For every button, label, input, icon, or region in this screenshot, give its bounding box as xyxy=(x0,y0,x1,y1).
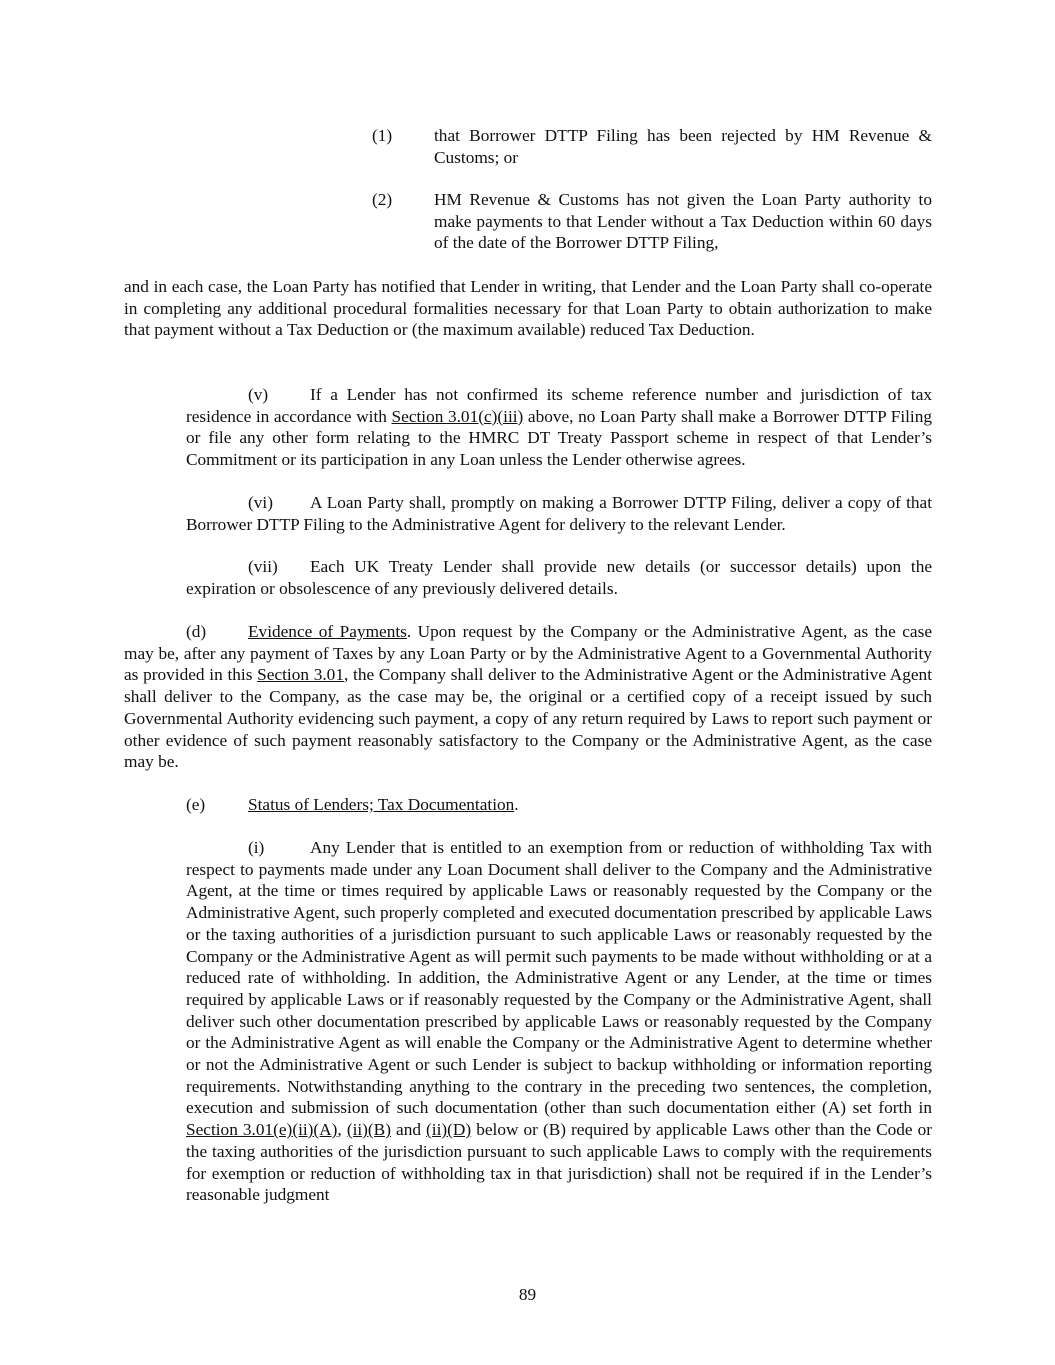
clause-d: (d) Evidence of Payments. Upon request by the Company or the Administrative Agent, as the case may be, after any payment of Taxes by any Loan Party or by the Administrative Agent to a Governmental Authority as provided in this Section 3.01, the Company shall deliver to the Administrative Agent or the Administrative Agent shall deliver to the Company, as the case may be, the original or a certified copy of a receipt issued by such Governmental Authority evidencing such payment, a copy of any return required by Laws to report such payment or other evidence of such payment reasonably satisfactory to the Company or the Administrative Agent, as the case may be. xyxy=(124,622,933,772)
clause-v: (v) If a Lender has not confirmed its scheme reference number and jurisdiction of tax residence in accordance with Section 3.01(c)(iii) above, no Loan Party shall make a Borrower DTTP Filing or file any other form relating to the HMRC DT Treaty Passport scheme in respect of that Lender’s Commitment or its participation in any Loan unless the Lender otherwise agrees. xyxy=(186,385,932,470)
clause-label: (i) xyxy=(248,838,265,857)
clause-vi: (vi) A Loan Party shall, promptly on making a Borrower DTTP Filing, deliver a copy of that Borrower DTTP Filing to the Administrative Agent for delivery to the relevant Lender. xyxy=(186,493,932,534)
clause-e: (e) Status of Lenders; Tax Documentation. xyxy=(186,795,519,814)
clause-label: (d) xyxy=(186,622,207,641)
clause-label: (vii) xyxy=(248,557,278,576)
clause-label: (vi) xyxy=(248,493,273,512)
clause-e-i: (i) Any Lender that is entitled to an exemption from or reduction of withholding Tax with respect to payments made under any Loan Document shall deliver to the Company and the Administrative Agent, at the time or times required by applicable Laws or reasonably requested by the Company or the Administrative Agent, such properly completed and executed documentation prescribed by applicable Laws or the taxing authorities of a jurisdiction pursuant to such applicable Laws or reasonably requested by the Company or the Administrative Agent as will permit such payments to be made without withholding or at a reduced rate of withholding. In addition, the Administrative Agent or any Lender, at the time or times required by applicable Laws or if reasonably requested by the Company or the Administrative Agent, shall deliver such other documentation prescribed by applicable Laws or reasonably requested by the Company or the Administrative Agent as will enable the Company or the Administrative Agent to determine whether or not the Administrative Agent or such Lender is subject to backup withholding or information reporting requirements. Notwithstanding anything to the contrary in the preceding two sentences, the completion, execution and submission of such documentation (other than such documentation either (A) set forth in Section 3.01(e)(ii)(A), (ii)(B) and (ii)(D) below or (B) required by applicable Laws other than the Code or the taxing authorities of the jurisdiction pursuant to such applicable Laws to comply with the requirements for exemption or reduction of withholding tax in that jurisdiction) shall not be required if in the Lender’s reasonable judgment xyxy=(186,838,933,1205)
section-reference: (ii)(B) xyxy=(346,1120,391,1140)
list-item-text: HM Revenue & Customs has not given the Loan Party authority to make payments to that Lender without a Tax Deduction within 60 days of the date of the Borrower DTTP Filing, xyxy=(434,190,932,253)
continuation-paragraph: and in each case, the Loan Party has notified that Lender in writing, that Lender and the Loan Party shall co-operate in completing any additional procedural formalities necessary for that Loan Party to obtain authorization to make that payment without a Tax Deduction or (the maximum available) reduced Tax Deduction. xyxy=(124,277,932,340)
page-number: 89 xyxy=(518,1285,537,1304)
clause-vii: (vii) Each UK Treaty Lender shall provide new details (or successor details) upon the expiration or obsolescence of any previously delivered details. xyxy=(186,557,932,598)
clause-label: (v) xyxy=(248,385,269,404)
section-reference: Section 3.01(c)(iii) xyxy=(391,406,524,426)
section-reference: Section 3.01 xyxy=(257,665,344,685)
clause-label: (e) xyxy=(186,795,206,814)
list-item-text: that Borrower DTTP Filing has been rejected by HM Revenue & Customs; or xyxy=(434,126,932,167)
list-item-2 xyxy=(372,189,932,254)
clause-heading: Evidence of Payments xyxy=(248,622,407,641)
list-item-label: (1) xyxy=(372,126,393,145)
list-item-1 xyxy=(372,125,932,168)
section-reference: (ii)(D) xyxy=(426,1120,472,1140)
clause-heading: Status of Lenders; Tax Documentation xyxy=(248,795,515,814)
list-item-label: (2) xyxy=(372,190,393,209)
section-reference: Section 3.01(e)(ii)(A) xyxy=(186,1120,338,1140)
